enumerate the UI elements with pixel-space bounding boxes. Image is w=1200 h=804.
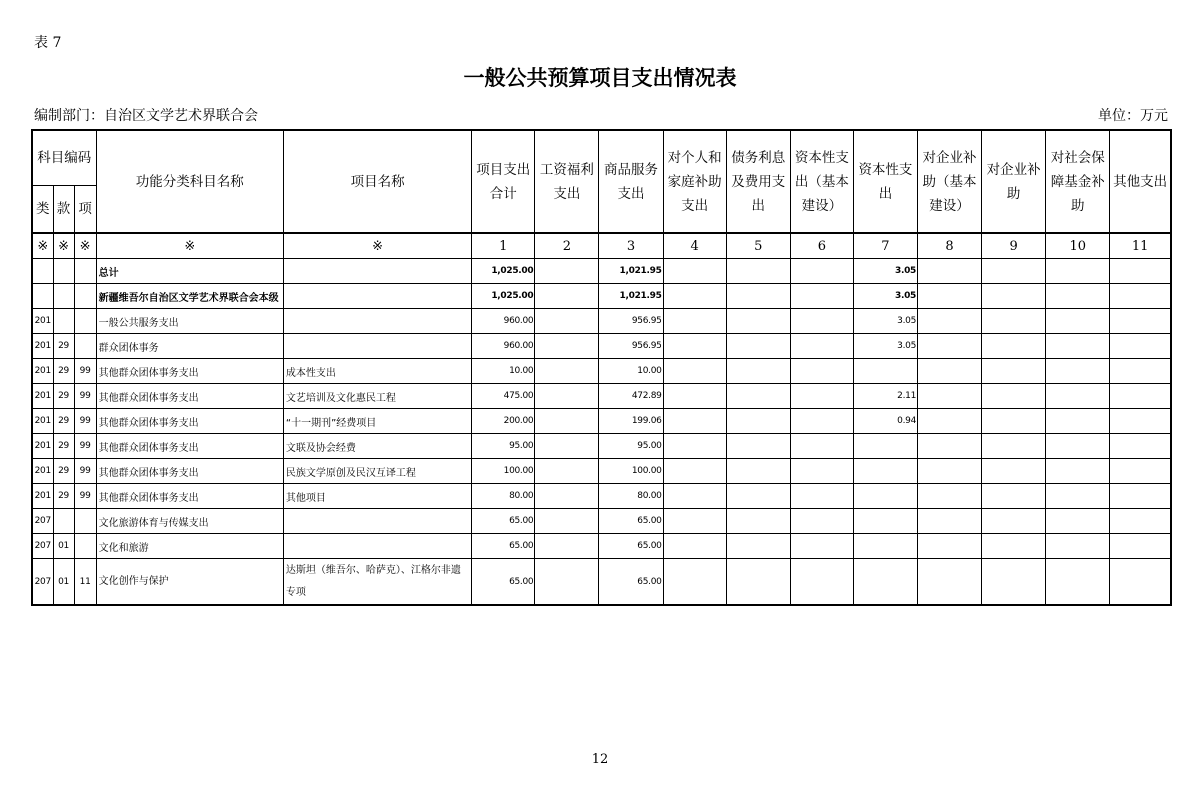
amount-cell: 3.05 (853, 309, 917, 334)
header-amount-col: 债务利息及费用支出 (726, 130, 790, 233)
amount-cell (535, 459, 599, 484)
amount-cell (663, 484, 726, 509)
amount-cell (726, 259, 790, 284)
amount-cell (982, 559, 1046, 606)
amount-cell (535, 484, 599, 509)
amount-cell (726, 459, 790, 484)
code-kuan-cell: 29 (53, 334, 74, 359)
function-name-cell: 其他群众团体事务支出 (96, 384, 283, 409)
amount-cell (535, 259, 599, 284)
function-name-cell: 文化旅游体育与传媒支出 (96, 509, 283, 534)
amount-cell: 199.06 (599, 409, 663, 434)
index-cell: ※ (283, 233, 471, 259)
amount-cell (918, 434, 982, 459)
amount-cell (1110, 434, 1171, 459)
table-row (32, 434, 1171, 459)
index-cell: 7 (853, 233, 917, 259)
amount-cell (982, 384, 1046, 409)
index-cell: 10 (1046, 233, 1110, 259)
header-amount-col: 对社会保障基金补助 (1046, 130, 1110, 233)
code-kuan-cell (53, 259, 74, 284)
amount-cell (918, 559, 982, 606)
code-lei-cell: 201 (32, 309, 53, 334)
header-kuan: 款 (53, 185, 74, 233)
amount-cell (790, 434, 853, 459)
amount-cell (535, 284, 599, 309)
project-name-cell (283, 534, 471, 559)
amount-cell (663, 559, 726, 606)
project-name-cell: 其他项目 (283, 484, 471, 509)
amount-cell (726, 284, 790, 309)
header-function-name: 功能分类科目名称 (96, 130, 283, 233)
code-lei-cell: 201 (32, 359, 53, 384)
table-row (32, 284, 1171, 309)
header-amount-col: 其他支出 (1110, 130, 1171, 233)
code-kuan-cell (53, 284, 74, 309)
amount-cell (918, 334, 982, 359)
code-xiang-cell (74, 334, 96, 359)
amount-cell: 65.00 (599, 509, 663, 534)
index-cell: ※ (32, 233, 53, 259)
table-row (32, 259, 1171, 284)
amount-cell (663, 359, 726, 384)
header-amount-col: 对个人和家庭补助支出 (663, 130, 726, 233)
table-row (32, 484, 1171, 509)
amount-cell: 1,021.95 (599, 259, 663, 284)
page-number: 12 (591, 752, 609, 767)
project-name-cell: “十一期刊”经费项目 (283, 409, 471, 434)
header-project-name: 项目名称 (283, 130, 471, 233)
code-xiang-cell: 99 (74, 384, 96, 409)
amount-cell (1110, 484, 1171, 509)
amount-cell (663, 509, 726, 534)
function-name-cell: 其他群众团体事务支出 (96, 484, 283, 509)
header-xiang: 项 (74, 185, 96, 233)
amount-cell (535, 409, 599, 434)
page-title: 一般公共预算项目支出情况表 (463, 66, 737, 90)
code-lei-cell: 207 (32, 534, 53, 559)
amount-cell (663, 409, 726, 434)
amount-cell (790, 534, 853, 559)
code-lei-cell: 207 (32, 559, 53, 606)
amount-cell (726, 384, 790, 409)
amount-cell (790, 384, 853, 409)
amount-cell (982, 509, 1046, 534)
amount-cell (1046, 259, 1110, 284)
index-cell: ※ (96, 233, 283, 259)
amount-cell: 0.94 (853, 409, 917, 434)
amount-cell: 65.00 (472, 509, 535, 534)
amount-cell (982, 409, 1046, 434)
amount-cell (726, 359, 790, 384)
amount-cell (918, 459, 982, 484)
amount-cell: 65.00 (599, 534, 663, 559)
amount-cell (663, 459, 726, 484)
amount-cell: 80.00 (599, 484, 663, 509)
project-name-cell (283, 309, 471, 334)
index-cell: 9 (982, 233, 1046, 259)
function-name-cell: 其他群众团体事务支出 (96, 459, 283, 484)
index-cell: ※ (74, 233, 96, 259)
amount-cell (1046, 559, 1110, 606)
amount-cell (663, 384, 726, 409)
code-xiang-cell (74, 309, 96, 334)
amount-cell: 100.00 (472, 459, 535, 484)
amount-cell: 65.00 (472, 559, 535, 606)
index-cell: ※ (53, 233, 74, 259)
amount-cell (790, 309, 853, 334)
project-name-cell (283, 509, 471, 534)
amount-cell (1046, 284, 1110, 309)
amount-cell (726, 409, 790, 434)
function-name-cell: 总计 (96, 259, 283, 284)
amount-cell (1110, 534, 1171, 559)
amount-cell (982, 484, 1046, 509)
amount-cell (535, 534, 599, 559)
header-amount-col: 对企业补助 (982, 130, 1046, 233)
amount-cell (918, 259, 982, 284)
header-amount-col: 对企业补助（基本建设） (918, 130, 982, 233)
code-kuan-cell: 29 (53, 484, 74, 509)
code-kuan-cell: 29 (53, 459, 74, 484)
table-row (32, 559, 1171, 606)
amount-cell (790, 509, 853, 534)
code-kuan-cell: 29 (53, 434, 74, 459)
code-lei-cell: 207 (32, 509, 53, 534)
code-xiang-cell: 99 (74, 359, 96, 384)
amount-cell (1046, 409, 1110, 434)
code-kuan-cell: 29 (53, 359, 74, 384)
amount-cell (663, 434, 726, 459)
amount-cell (726, 534, 790, 559)
code-kuan-cell: 29 (53, 409, 74, 434)
table-row (32, 409, 1171, 434)
table-row (32, 509, 1171, 534)
code-lei-cell: 201 (32, 484, 53, 509)
amount-cell (1046, 309, 1110, 334)
amount-cell (663, 534, 726, 559)
amount-cell: 3.05 (853, 284, 917, 309)
header-code-group: 科目编码 (32, 130, 96, 185)
amount-cell (663, 284, 726, 309)
project-name-cell (283, 284, 471, 309)
amount-cell (1046, 509, 1110, 534)
amount-cell (982, 284, 1046, 309)
amount-cell: 1,025.00 (472, 259, 535, 284)
amount-cell: 475.00 (472, 384, 535, 409)
code-xiang-cell: 99 (74, 484, 96, 509)
function-name-cell: 一般公共服务支出 (96, 309, 283, 334)
amount-cell: 1,025.00 (472, 284, 535, 309)
amount-cell: 956.95 (599, 334, 663, 359)
function-name-cell: 其他群众团体事务支出 (96, 359, 283, 384)
amount-cell: 65.00 (472, 534, 535, 559)
amount-cell (918, 509, 982, 534)
code-kuan-cell: 01 (53, 534, 74, 559)
function-name-cell: 群众团体事务 (96, 334, 283, 359)
amount-cell (918, 534, 982, 559)
table-row (32, 384, 1171, 409)
code-xiang-cell: 99 (74, 409, 96, 434)
project-name-cell: 达斯坦（维吾尔、哈萨克）、江格尔非遗专项 (283, 559, 471, 606)
code-xiang-cell (74, 259, 96, 284)
amount-cell (535, 509, 599, 534)
amount-cell (1110, 409, 1171, 434)
code-xiang-cell: 99 (74, 434, 96, 459)
amount-cell (663, 309, 726, 334)
project-name-cell: 成本性支出 (283, 359, 471, 384)
amount-cell: 2.11 (853, 384, 917, 409)
budget-table (31, 129, 1172, 606)
index-cell: 8 (918, 233, 982, 259)
code-lei-cell: 201 (32, 334, 53, 359)
amount-cell (1110, 459, 1171, 484)
amount-cell (982, 459, 1046, 484)
amount-cell (663, 259, 726, 284)
amount-cell (1046, 334, 1110, 359)
amount-cell: 95.00 (599, 434, 663, 459)
amount-cell: 1,021.95 (599, 284, 663, 309)
function-name-cell: 新疆维吾尔自治区文学艺术界联合会本级 (96, 284, 283, 309)
amount-cell (790, 359, 853, 384)
amount-cell: 65.00 (599, 559, 663, 606)
amount-cell (1110, 309, 1171, 334)
amount-cell: 100.00 (599, 459, 663, 484)
amount-cell (1046, 484, 1110, 509)
amount-cell (726, 334, 790, 359)
amount-cell (790, 559, 853, 606)
code-xiang-cell: 99 (74, 459, 96, 484)
header-amount-col: 资本性支出 (853, 130, 917, 233)
amount-cell: 80.00 (472, 484, 535, 509)
amount-cell (535, 359, 599, 384)
index-cell: 2 (535, 233, 599, 259)
amount-cell (535, 334, 599, 359)
code-xiang-cell (74, 534, 96, 559)
amount-cell (918, 409, 982, 434)
project-name-cell: 文艺培训及文化惠民工程 (283, 384, 471, 409)
project-name-cell (283, 259, 471, 284)
header-amount-col: 工资福利支出 (535, 130, 599, 233)
code-kuan-cell (53, 309, 74, 334)
amount-cell (726, 434, 790, 459)
amount-cell (1110, 259, 1171, 284)
function-name-cell: 其他群众团体事务支出 (96, 434, 283, 459)
code-lei-cell (32, 259, 53, 284)
table-row (32, 459, 1171, 484)
amount-cell (918, 309, 982, 334)
amount-cell (790, 459, 853, 484)
amount-cell: 472.89 (599, 384, 663, 409)
code-lei-cell (32, 284, 53, 309)
project-name-cell (283, 334, 471, 359)
project-name-cell: 民族文学原创及民汉互译工程 (283, 459, 471, 484)
amount-cell (1046, 534, 1110, 559)
table-row (32, 334, 1171, 359)
project-name-cell: 文联及协会经费 (283, 434, 471, 459)
amount-cell (1046, 459, 1110, 484)
amount-cell (1046, 434, 1110, 459)
amount-cell (1110, 284, 1171, 309)
table-row (32, 359, 1171, 384)
amount-cell (790, 334, 853, 359)
amount-cell (1110, 559, 1171, 606)
amount-cell (535, 384, 599, 409)
header-amount-col: 项目支出合计 (472, 130, 535, 233)
amount-cell: 960.00 (472, 334, 535, 359)
code-xiang-cell: 11 (74, 559, 96, 606)
code-lei-cell: 201 (32, 459, 53, 484)
amount-cell (918, 384, 982, 409)
index-cell: 3 (599, 233, 663, 259)
amount-cell (535, 559, 599, 606)
amount-cell (982, 259, 1046, 284)
code-xiang-cell (74, 284, 96, 309)
table-row (32, 534, 1171, 559)
amount-cell (535, 309, 599, 334)
amount-cell (982, 359, 1046, 384)
code-lei-cell: 201 (32, 384, 53, 409)
table-body (32, 233, 1171, 605)
amount-cell: 3.05 (853, 334, 917, 359)
amount-cell: 3.05 (853, 259, 917, 284)
index-cell: 5 (726, 233, 790, 259)
header-lei: 类 (32, 185, 53, 233)
amount-cell (853, 509, 917, 534)
amount-cell (918, 284, 982, 309)
code-kuan-cell (53, 509, 74, 534)
amount-cell (982, 534, 1046, 559)
table-number-label: 表 7 (34, 35, 62, 51)
amount-cell (1110, 384, 1171, 409)
index-cell: 4 (663, 233, 726, 259)
amount-cell (726, 309, 790, 334)
amount-cell (853, 359, 917, 384)
unit-label: 单位：万元 (1098, 108, 1168, 124)
amount-cell: 200.00 (472, 409, 535, 434)
amount-cell (853, 534, 917, 559)
table-row (32, 309, 1171, 334)
amount-cell (853, 434, 917, 459)
code-kuan-cell: 29 (53, 384, 74, 409)
index-cell: 11 (1110, 233, 1171, 259)
amount-cell (1046, 359, 1110, 384)
amount-cell (726, 509, 790, 534)
amount-cell (726, 559, 790, 606)
amount-cell (1046, 384, 1110, 409)
amount-cell: 10.00 (599, 359, 663, 384)
amount-cell (982, 334, 1046, 359)
amount-cell (918, 484, 982, 509)
index-cell: 1 (472, 233, 535, 259)
amount-cell (663, 334, 726, 359)
function-name-cell: 文化创作与保护 (96, 559, 283, 606)
amount-cell: 960.00 (472, 309, 535, 334)
code-xiang-cell (74, 509, 96, 534)
amount-cell (982, 434, 1046, 459)
amount-cell (790, 409, 853, 434)
department-label: 编制部门：自治区文学艺术界联合会 (34, 108, 258, 124)
amount-cell (790, 259, 853, 284)
code-lei-cell: 201 (32, 434, 53, 459)
function-name-cell: 文化和旅游 (96, 534, 283, 559)
code-lei-cell: 201 (32, 409, 53, 434)
amount-cell: 10.00 (472, 359, 535, 384)
function-name-cell: 其他群众团体事务支出 (96, 409, 283, 434)
header-amount-col: 资本性支出（基本建设） (790, 130, 853, 233)
amount-cell (790, 284, 853, 309)
index-row (32, 233, 1171, 259)
amount-cell: 95.00 (472, 434, 535, 459)
amount-cell (1110, 334, 1171, 359)
header-amount-col: 商品服务支出 (599, 130, 663, 233)
amount-cell (853, 484, 917, 509)
amount-cell (853, 459, 917, 484)
code-kuan-cell: 01 (53, 559, 74, 606)
amount-cell: 956.95 (599, 309, 663, 334)
amount-cell (918, 359, 982, 384)
amount-cell (853, 559, 917, 606)
index-cell: 6 (790, 233, 853, 259)
amount-cell (982, 309, 1046, 334)
amount-cell (1110, 509, 1171, 534)
amount-cell (726, 484, 790, 509)
amount-cell (535, 434, 599, 459)
amount-cell (790, 484, 853, 509)
amount-cell (1110, 359, 1171, 384)
